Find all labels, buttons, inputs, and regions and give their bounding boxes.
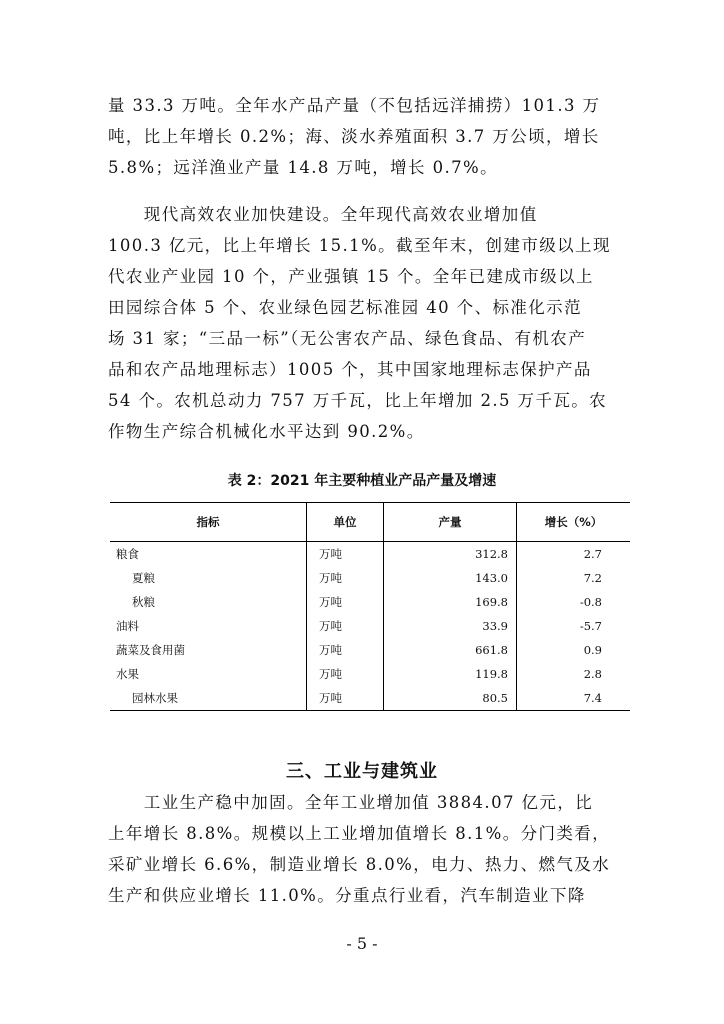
text-line: 54 个。农机总动力 757 万千瓦，比上年增加 2.5 万千瓦。农: [108, 391, 608, 410]
cell-unit: 万吨: [307, 566, 384, 590]
text-line: 场 31 家；“三品一标”（无公害农产品、绿色食品、有机农产: [108, 329, 587, 348]
cell-output: 80.5: [384, 686, 517, 711]
cell-growth: 7.2: [583, 571, 602, 585]
cell-indicator: 园林水果: [110, 686, 307, 711]
text-line: 5.8%；远洋渔业产量 14.8 万吨，增长 0.7%。: [108, 158, 499, 177]
text-line: 生产和供应业增长 11.0%。分重点行业看，汽车制造业下降: [108, 886, 586, 905]
cell-indicator: 夏粮: [110, 566, 307, 590]
cell-indicator: 水果: [110, 662, 307, 686]
table-title: 表 2：2021 年主要种植业产品产量及增速: [227, 473, 497, 489]
table-row: [110, 614, 630, 638]
cell-output: 312.8: [384, 542, 517, 567]
paragraph-fishery: [108, 90, 618, 183]
cell-unit: 万吨: [307, 614, 384, 638]
table-row: [110, 638, 630, 662]
cell-indicator: 蔬菜及食用菌: [110, 638, 307, 662]
cell-indicator: 秋粮: [110, 590, 307, 614]
crop-output-table: [110, 502, 630, 711]
text-line: 品和农产品地理标志）1005 个，其中国家地理标志保护产品: [108, 360, 592, 379]
cell-growth: 0.9: [583, 643, 602, 657]
text-line: 田园综合体 5 个、农业绿色园艺标准园 40 个、标准化示范: [108, 298, 582, 317]
page-number: - 5 -: [346, 934, 378, 953]
cell-indicator: 粮食: [110, 542, 307, 567]
table-row: [110, 542, 630, 567]
cell-unit: 万吨: [307, 686, 384, 711]
table-row: [110, 686, 630, 711]
paragraph-modern-agriculture: [108, 199, 618, 447]
cell-growth: -5.7: [579, 619, 602, 633]
table-header-row: [110, 503, 630, 542]
header-output: 产量: [384, 503, 517, 542]
table-row: [110, 566, 630, 590]
section-heading: 三、工业与建筑业: [286, 761, 438, 782]
text-line: 吨，比上年增长 0.2%；海、淡水养殖面积 3.7 万公顷，增长: [108, 127, 600, 146]
text-line: 现代高效农业加快建设。全年现代高效农业增加值: [108, 205, 538, 224]
text-line: 工业生产稳中加固。全年工业增加值 3884.07 亿元，比: [108, 793, 594, 812]
text-line: 作物生产综合机械化水平达到 90.2%。: [108, 422, 425, 441]
cell-output: 169.8: [384, 590, 517, 614]
header-unit: 单位: [307, 503, 384, 542]
cell-unit: 万吨: [307, 542, 384, 567]
text-line: 采矿业增长 6.6%，制造业增长 8.0%，电力、热力、燃气及水: [108, 855, 611, 874]
cell-indicator: 油料: [110, 614, 307, 638]
text-line: 100.3 亿元，比上年增长 15.1%。截至年末，创建市级以上现: [108, 236, 611, 255]
cell-output: 119.8: [384, 662, 517, 686]
paragraph-industry: [108, 787, 618, 911]
cell-growth: 2.7: [583, 547, 602, 561]
text-line: 代农业产业园 10 个，产业强镇 15 个。全年已建成市级以上: [108, 267, 594, 286]
cell-growth: 2.8: [583, 667, 602, 681]
cell-unit: 万吨: [307, 590, 384, 614]
cell-output: 661.8: [384, 638, 517, 662]
header-indicator: 指标: [110, 503, 307, 542]
text-line: 上年增长 8.8%。规模以上工业增加值增长 8.1%。分门类看，: [108, 824, 611, 843]
cell-output: 143.0: [384, 566, 517, 590]
header-growth: 增长（%）: [517, 503, 631, 542]
cell-unit: 万吨: [307, 662, 384, 686]
table-row: [110, 590, 630, 614]
text-line: 量 33.3 万吨。全年水产品产量（不包括远洋捕捞）101.3 万: [108, 96, 601, 115]
cell-growth: -0.8: [579, 595, 602, 609]
cell-growth: 7.4: [517, 686, 631, 711]
cell-output: 33.9: [384, 614, 517, 638]
table-row: [110, 662, 630, 686]
cell-unit: 万吨: [307, 638, 384, 662]
